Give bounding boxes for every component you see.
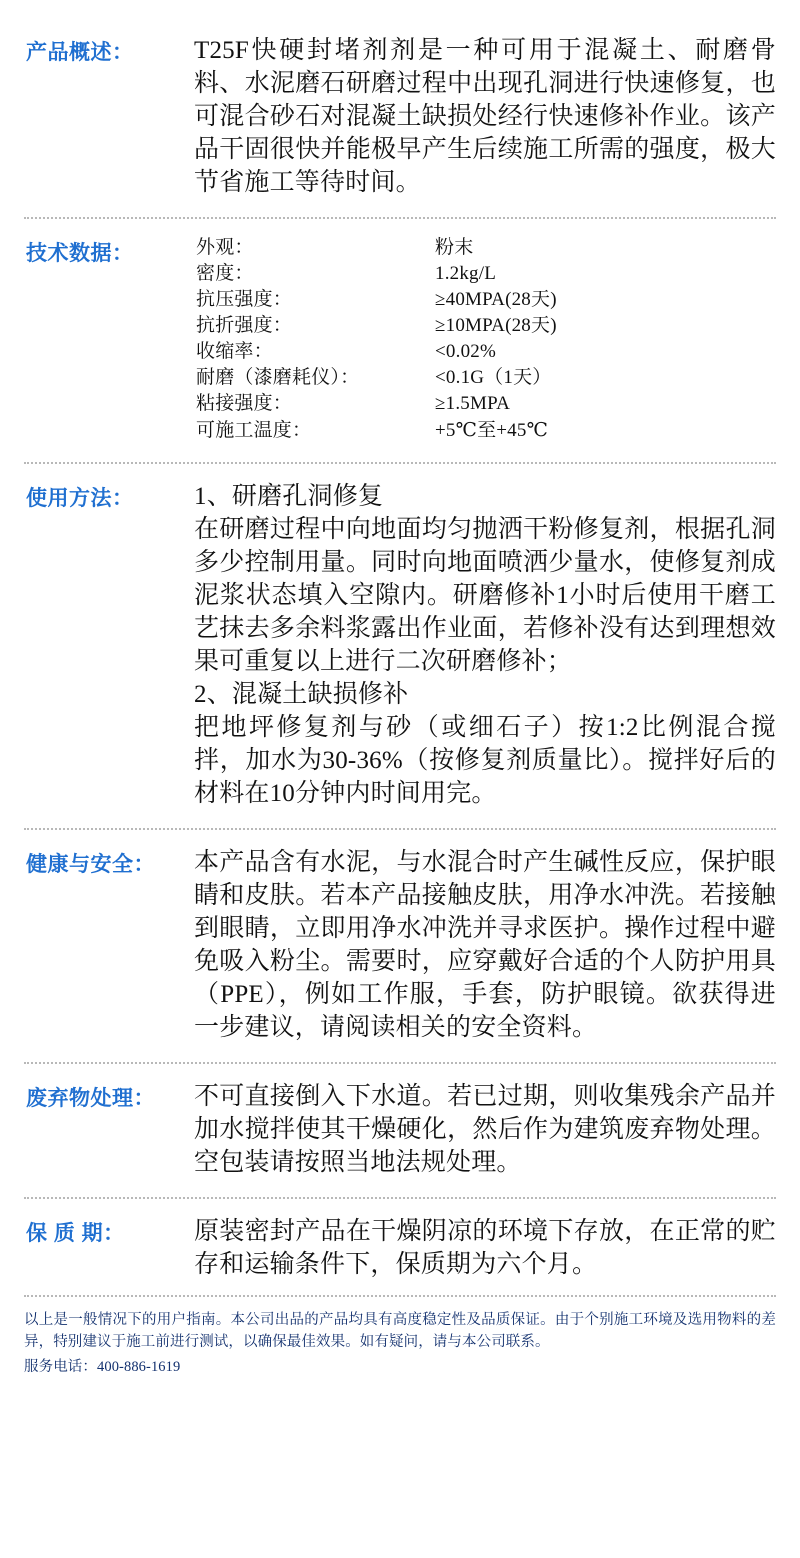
- tech-value: <0.1G（1天）: [435, 367, 552, 389]
- table-row: [196, 391, 557, 417]
- divider: [24, 1062, 776, 1064]
- section-body-waste-disposal: [194, 1080, 776, 1179]
- section-product-overview: [24, 34, 776, 199]
- section-label-waste-disposal: 废弃物处理：: [26, 1086, 155, 1110]
- footer: [24, 1295, 776, 1378]
- table-row: [196, 261, 557, 287]
- section-label-usage: 使用方法：: [26, 486, 134, 510]
- shelf-life-text: 原装密封产品在干燥阴凉的环境下存放，在正常的贮存和运输条件下，保质期为六个月。: [194, 1217, 776, 1278]
- section-label-technical: 技术数据：: [26, 242, 134, 265]
- section-body-overview: [194, 34, 776, 199]
- section-shelf-life: [24, 1215, 776, 1281]
- tech-value: ≥10MPA(28天): [435, 315, 557, 337]
- table-row: [196, 339, 557, 365]
- section-label-health-safety: 健康与安全：: [26, 852, 155, 876]
- section-health-safety: [24, 846, 776, 1044]
- section-technical-data: [24, 235, 776, 444]
- footer-disclaimer: 以上是一般情况下的用户指南。本公司出品的产品均具有高度稳定性及品质保证。由于个别施工环境及选用物料的差异，特别建议于施工前进行测试，以确保最佳效果。如有疑问，请与本公司联系。: [24, 1311, 776, 1351]
- divider: [24, 217, 776, 219]
- table-row: [196, 235, 557, 261]
- footer-service-phone: 服务电话：400-886-1619: [24, 1358, 181, 1375]
- tech-value: ≥1.5MPA: [435, 393, 511, 415]
- tech-key: 可施工温度：: [196, 419, 312, 441]
- section-body-technical: [194, 235, 776, 444]
- health-safety-text: 本产品含有水泥，与水混合时产生碱性反应，保护眼睛和皮肤。若本产品接触皮肤，用净水冲洗。若接触到眼睛，立即用净水冲洗并寻求医护。操作过程中避免吸入粉尘。需要时，应穿戴好合适的个人防护用具（PPE），例如工作服，手套，防护眼镜。欲获得进一步建议，请阅读相关的安全资料。: [194, 848, 776, 1041]
- tech-value: 1.2kg/L: [435, 263, 497, 285]
- tech-key: 密度：: [196, 263, 254, 285]
- usage-paragraph: 2、混凝土缺损修补: [194, 680, 409, 708]
- section-body-shelf-life: [194, 1215, 776, 1281]
- section-body-usage: [194, 480, 776, 810]
- tech-key: 外观：: [196, 237, 254, 258]
- divider: [24, 1197, 776, 1199]
- usage-paragraph: 在研磨过程中向地面均匀抛洒干粉修复剂，根据孔洞多少控制用量。同时向地面喷洒少量水，使修复剂成泥浆状态填入空隙内。研磨修补1小时后使用干磨工艺抹去多余料浆露出作业面，若修补没有达到理想效果可重复以上进行二次研磨修补；: [194, 515, 776, 675]
- table-row: [196, 287, 557, 313]
- overview-text: T25F快硬封堵剂剂是一种可用于混凝土、耐磨骨料、水泥磨石研磨过程中出现孔洞进行快速修复，也可混合砂石对混凝土缺损处经行快速修补作业。该产品干固很快并能极早产生后续施工所需的强度，极大节省施工等待时间。: [194, 37, 776, 196]
- section-label-shelf-life: 保 质 期：: [26, 1221, 125, 1245]
- usage-paragraph: 把地坪修复剂与砂（或细石子）按1:2比例混合搅拌，加水为30-36%（按修复剂质量比）。搅拌好后的材料在10分钟内时间用完。: [194, 713, 776, 807]
- technical-data-table: [196, 235, 557, 444]
- waste-disposal-text: 不可直接倒入下水道。若已过期，则收集残余产品并加水搅拌使其干燥硬化，然后作为建筑废弃物处理。空包装请按照当地法规处理。: [194, 1082, 776, 1176]
- table-row: [196, 418, 557, 444]
- tech-value: 粉末: [435, 237, 474, 258]
- tech-key: 抗压强度：: [196, 289, 293, 311]
- divider: [24, 462, 776, 464]
- tech-value: <0.02%: [435, 341, 496, 363]
- tech-key: 收缩率：: [196, 341, 273, 363]
- section-usage: [24, 480, 776, 810]
- section-label-overview: 产品概述：: [26, 41, 134, 64]
- tech-key: 耐磨（漆磨耗仪）：: [196, 367, 360, 389]
- table-row: [196, 365, 557, 391]
- tech-key: 抗折强度：: [196, 315, 293, 337]
- tech-value: +5℃至+45℃: [435, 419, 549, 441]
- tech-key: 粘接强度：: [196, 393, 293, 415]
- section-waste-disposal: [24, 1080, 776, 1179]
- table-row: [196, 313, 557, 339]
- tech-value: ≥40MPA(28天): [435, 289, 557, 311]
- section-body-health-safety: [194, 846, 776, 1044]
- divider: [24, 828, 776, 830]
- usage-paragraph: 1、研磨孔洞修复: [194, 482, 384, 510]
